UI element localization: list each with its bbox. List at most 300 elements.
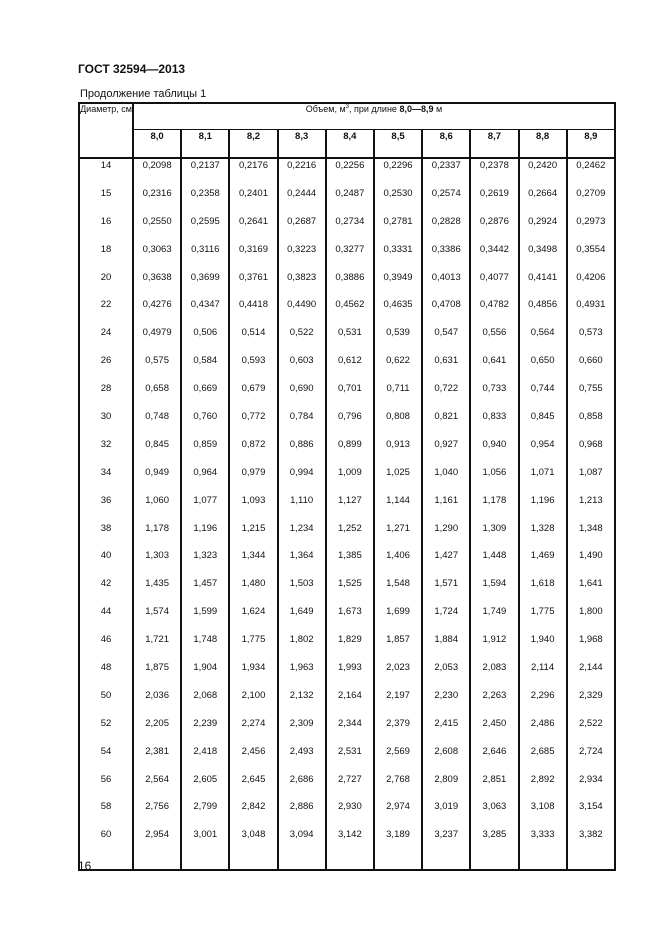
length-header-cell: 8,1 xyxy=(181,130,229,159)
volume-cell: 0,4276 xyxy=(133,298,181,326)
volume-cell: 1,087 xyxy=(567,466,615,494)
volume-cell: 0,2256 xyxy=(326,158,374,187)
volume-cell: 1,963 xyxy=(278,661,326,689)
volume-cell: 1,213 xyxy=(567,494,615,522)
volume-cell: 1,503 xyxy=(278,577,326,605)
volume-cell: 2,886 xyxy=(278,800,326,828)
volume-cell: 0,979 xyxy=(229,466,277,494)
volume-cell: 1,993 xyxy=(326,661,374,689)
volume-cell: 1,056 xyxy=(470,466,518,494)
diameter-cell: 38 xyxy=(79,522,133,550)
volume-cell: 2,309 xyxy=(278,717,326,745)
volume-cell: 0,3169 xyxy=(229,243,277,271)
volume-cell: 0,4347 xyxy=(181,298,229,326)
table-row xyxy=(79,354,615,382)
volume-cell: 1,435 xyxy=(133,577,181,605)
table-row xyxy=(79,828,615,856)
volume-table xyxy=(78,102,616,871)
volume-cell: 2,114 xyxy=(519,661,567,689)
volume-cell: 1,144 xyxy=(374,494,422,522)
volume-cell: 2,415 xyxy=(422,717,470,745)
volume-cell: 2,727 xyxy=(326,773,374,801)
volume-cell: 2,132 xyxy=(278,689,326,717)
volume-cell: 3,382 xyxy=(567,828,615,856)
volume-cell: 1,829 xyxy=(326,633,374,661)
volume-cell: 3,108 xyxy=(519,800,567,828)
volume-cell: 2,023 xyxy=(374,661,422,689)
diameter-cell: 44 xyxy=(79,605,133,633)
diameter-header: Диаметр, см xyxy=(79,103,133,130)
volume-cell: 1,857 xyxy=(374,633,422,661)
diameter-cell: 34 xyxy=(79,466,133,494)
volume-cell: 0,2595 xyxy=(181,215,229,243)
table-row xyxy=(79,466,615,494)
diameter-cell: 16 xyxy=(79,215,133,243)
table-body xyxy=(79,158,615,870)
volume-cell: 0,4856 xyxy=(519,298,567,326)
volume-cell: 0,2358 xyxy=(181,187,229,215)
volume-cell: 1,721 xyxy=(133,633,181,661)
volume-cell: 3,333 xyxy=(519,828,567,856)
volume-cell: 0,964 xyxy=(181,466,229,494)
volume-cell: 1,802 xyxy=(278,633,326,661)
volume-cell: 0,2098 xyxy=(133,158,181,187)
length-header-cell: 8,5 xyxy=(374,130,422,159)
table-row xyxy=(79,689,615,717)
volume-cell: 1,649 xyxy=(278,605,326,633)
table-row xyxy=(79,773,615,801)
spacer-cell xyxy=(422,856,470,870)
volume-cell: 0,949 xyxy=(133,466,181,494)
volume-cell: 0,658 xyxy=(133,382,181,410)
volume-cell: 2,531 xyxy=(326,745,374,773)
volume-cell: 1,009 xyxy=(326,466,374,494)
volume-cell: 0,760 xyxy=(181,410,229,438)
diameter-cell: 60 xyxy=(79,828,133,856)
volume-cell: 0,968 xyxy=(567,438,615,466)
volume-cell: 2,296 xyxy=(519,689,567,717)
volume-cell: 0,4708 xyxy=(422,298,470,326)
volume-cell: 0,784 xyxy=(278,410,326,438)
table-row xyxy=(79,215,615,243)
length-header-row xyxy=(79,130,615,159)
volume-cell: 0,748 xyxy=(133,410,181,438)
volume-cell: 0,755 xyxy=(567,382,615,410)
volume-cell: 1,673 xyxy=(326,605,374,633)
volume-cell: 0,4490 xyxy=(278,298,326,326)
table-row xyxy=(79,158,615,187)
volume-cell: 2,892 xyxy=(519,773,567,801)
volume-cell: 2,768 xyxy=(374,773,422,801)
volume-cell: 0,593 xyxy=(229,354,277,382)
volume-cell: 0,3442 xyxy=(470,243,518,271)
volume-cell: 2,605 xyxy=(181,773,229,801)
volume-cell: 0,886 xyxy=(278,438,326,466)
volume-cell: 2,569 xyxy=(374,745,422,773)
spacer-cell xyxy=(229,856,277,870)
volume-cell: 0,2137 xyxy=(181,158,229,187)
volume-cell: 0,2973 xyxy=(567,215,615,243)
spacer-cell xyxy=(374,856,422,870)
page-number: 16 xyxy=(78,859,92,873)
volume-cell: 0,2444 xyxy=(278,187,326,215)
volume-cell: 2,164 xyxy=(326,689,374,717)
volume-cell: 0,858 xyxy=(567,410,615,438)
volume-cell: 1,480 xyxy=(229,577,277,605)
volume-cell: 0,772 xyxy=(229,410,277,438)
spacer-cell xyxy=(326,856,374,870)
volume-cell: 2,685 xyxy=(519,745,567,773)
volume-cell: 0,575 xyxy=(133,354,181,382)
volume-cell: 0,539 xyxy=(374,326,422,354)
length-header-cell: 8,4 xyxy=(326,130,374,159)
volume-cell: 0,2828 xyxy=(422,215,470,243)
volume-cell: 0,4979 xyxy=(133,326,181,354)
length-header-cell: 8,6 xyxy=(422,130,470,159)
volume-cell: 0,2420 xyxy=(519,158,567,187)
volume-cell: 1,490 xyxy=(567,549,615,577)
volume-cell: 2,230 xyxy=(422,689,470,717)
volume-cell: 1,448 xyxy=(470,549,518,577)
volume-cell: 0,2574 xyxy=(422,187,470,215)
volume-cell: 2,809 xyxy=(422,773,470,801)
volume-cell: 3,001 xyxy=(181,828,229,856)
length-header-cell: 8,7 xyxy=(470,130,518,159)
length-header-cell: 8,3 xyxy=(278,130,326,159)
volume-cell: 0,3331 xyxy=(374,243,422,271)
volume-cell: 0,641 xyxy=(470,354,518,382)
volume-cell: 2,456 xyxy=(229,745,277,773)
volume-cell: 0,4206 xyxy=(567,271,615,299)
volume-cell: 2,930 xyxy=(326,800,374,828)
volume-cell: 2,418 xyxy=(181,745,229,773)
diameter-cell: 26 xyxy=(79,354,133,382)
volume-cell: 0,2176 xyxy=(229,158,277,187)
volume-header-mid: , при длине xyxy=(349,104,400,114)
volume-cell: 1,309 xyxy=(470,522,518,550)
table-row xyxy=(79,494,615,522)
volume-cell: 0,701 xyxy=(326,382,374,410)
volume-cell: 2,239 xyxy=(181,717,229,745)
volume-cell: 0,2462 xyxy=(567,158,615,187)
diameter-cell: 20 xyxy=(79,271,133,299)
volume-cell: 0,4418 xyxy=(229,298,277,326)
volume-cell: 1,904 xyxy=(181,661,229,689)
volume-cell: 2,274 xyxy=(229,717,277,745)
volume-cell: 1,457 xyxy=(181,577,229,605)
volume-cell: 0,2487 xyxy=(326,187,374,215)
volume-cell: 1,178 xyxy=(133,522,181,550)
volume-cell: 1,525 xyxy=(326,577,374,605)
volume-cell: 0,2378 xyxy=(470,158,518,187)
volume-cell: 2,329 xyxy=(567,689,615,717)
volume-cell: 2,646 xyxy=(470,745,518,773)
volume-cell: 0,845 xyxy=(133,438,181,466)
volume-cell: 0,4562 xyxy=(326,298,374,326)
volume-cell: 0,3761 xyxy=(229,271,277,299)
table-row xyxy=(79,298,615,326)
volume-cell: 2,842 xyxy=(229,800,277,828)
volume-cell: 3,154 xyxy=(567,800,615,828)
length-header-cell: 8,2 xyxy=(229,130,277,159)
volume-cell: 2,724 xyxy=(567,745,615,773)
table-row xyxy=(79,633,615,661)
volume-cell: 0,4077 xyxy=(470,271,518,299)
volume-cell: 2,068 xyxy=(181,689,229,717)
volume-cell: 0,564 xyxy=(519,326,567,354)
table-row xyxy=(79,326,615,354)
volume-cell: 0,2550 xyxy=(133,215,181,243)
spacer-cell xyxy=(519,856,567,870)
volume-cell: 0,927 xyxy=(422,438,470,466)
header-row xyxy=(79,103,615,130)
volume-cell: 0,711 xyxy=(374,382,422,410)
volume-cell: 0,3823 xyxy=(278,271,326,299)
volume-cell: 0,2337 xyxy=(422,158,470,187)
length-header-cell: 8,0 xyxy=(133,130,181,159)
volume-cell: 1,196 xyxy=(181,522,229,550)
volume-cell: 1,548 xyxy=(374,577,422,605)
volume-cell: 2,144 xyxy=(567,661,615,689)
spacer-cell xyxy=(567,856,615,870)
volume-cell: 0,584 xyxy=(181,354,229,382)
volume-cell: 1,110 xyxy=(278,494,326,522)
diameter-cell: 40 xyxy=(79,549,133,577)
table-row xyxy=(79,410,615,438)
volume-cell: 0,2709 xyxy=(567,187,615,215)
volume-cell: 1,748 xyxy=(181,633,229,661)
volume-cell: 1,749 xyxy=(470,605,518,633)
volume-cell: 1,344 xyxy=(229,549,277,577)
spacer-cell xyxy=(133,856,181,870)
volume-cell: 0,4013 xyxy=(422,271,470,299)
volume-cell: 1,574 xyxy=(133,605,181,633)
volume-cell: 0,679 xyxy=(229,382,277,410)
volume-cell: 2,645 xyxy=(229,773,277,801)
table-row xyxy=(79,745,615,773)
diameter-cell: 58 xyxy=(79,800,133,828)
volume-cell: 1,775 xyxy=(519,605,567,633)
volume-cell: 1,385 xyxy=(326,549,374,577)
volume-cell: 0,612 xyxy=(326,354,374,382)
diameter-cell: 56 xyxy=(79,773,133,801)
table-bottom-spacer xyxy=(79,856,615,870)
volume-cell: 3,063 xyxy=(470,800,518,828)
volume-cell: 1,093 xyxy=(229,494,277,522)
volume-cell: 1,077 xyxy=(181,494,229,522)
volume-cell: 0,722 xyxy=(422,382,470,410)
volume-cell: 1,912 xyxy=(470,633,518,661)
diameter-cell: 15 xyxy=(79,187,133,215)
volume-cell: 1,071 xyxy=(519,466,567,494)
volume-cell: 1,178 xyxy=(470,494,518,522)
table-row xyxy=(79,522,615,550)
diameter-header-blank xyxy=(79,130,133,159)
volume-cell: 1,599 xyxy=(181,605,229,633)
diameter-cell: 52 xyxy=(79,717,133,745)
volume-cell: 0,899 xyxy=(326,438,374,466)
volume-cell: 0,2924 xyxy=(519,215,567,243)
volume-cell: 0,547 xyxy=(422,326,470,354)
volume-cell: 2,954 xyxy=(133,828,181,856)
volume-cell: 1,724 xyxy=(422,605,470,633)
volume-cell: 0,2664 xyxy=(519,187,567,215)
volume-cell: 0,622 xyxy=(374,354,422,382)
volume-cell: 0,522 xyxy=(278,326,326,354)
volume-cell: 1,215 xyxy=(229,522,277,550)
volume-cell: 1,594 xyxy=(470,577,518,605)
volume-cell: 3,285 xyxy=(470,828,518,856)
diameter-cell: 30 xyxy=(79,410,133,438)
volume-cell: 3,189 xyxy=(374,828,422,856)
volume-header-range: 8,0—8,9 xyxy=(399,104,434,114)
volume-cell: 2,686 xyxy=(278,773,326,801)
volume-cell: 0,2734 xyxy=(326,215,374,243)
volume-cell: 0,3223 xyxy=(278,243,326,271)
diameter-cell: 22 xyxy=(79,298,133,326)
volume-cell: 3,142 xyxy=(326,828,374,856)
volume-cell: 2,974 xyxy=(374,800,422,828)
volume-cell: 1,252 xyxy=(326,522,374,550)
volume-cell: 2,344 xyxy=(326,717,374,745)
volume-cell: 0,660 xyxy=(567,354,615,382)
table-row xyxy=(79,800,615,828)
volume-cell: 0,2687 xyxy=(278,215,326,243)
volume-cell: 0,954 xyxy=(519,438,567,466)
volume-cell: 0,808 xyxy=(374,410,422,438)
volume-cell: 1,060 xyxy=(133,494,181,522)
volume-cell: 1,884 xyxy=(422,633,470,661)
table-row xyxy=(79,243,615,271)
volume-cell: 0,3116 xyxy=(181,243,229,271)
volume-cell: 1,161 xyxy=(422,494,470,522)
table-row xyxy=(79,661,615,689)
volume-cell: 0,573 xyxy=(567,326,615,354)
diameter-cell: 50 xyxy=(79,689,133,717)
volume-cell: 0,940 xyxy=(470,438,518,466)
volume-header-sup: 3 xyxy=(345,104,350,110)
volume-cell: 0,506 xyxy=(181,326,229,354)
volume-cell: 1,271 xyxy=(374,522,422,550)
volume-cell: 1,968 xyxy=(567,633,615,661)
volume-cell: 0,3063 xyxy=(133,243,181,271)
diameter-cell: 14 xyxy=(79,158,133,187)
volume-cell: 3,048 xyxy=(229,828,277,856)
volume-cell: 1,875 xyxy=(133,661,181,689)
volume-cell: 0,744 xyxy=(519,382,567,410)
volume-cell: 0,4931 xyxy=(567,298,615,326)
volume-cell: 1,775 xyxy=(229,633,277,661)
volume-cell: 1,025 xyxy=(374,466,422,494)
table-row xyxy=(79,717,615,745)
volume-cell: 0,650 xyxy=(519,354,567,382)
volume-cell: 1,364 xyxy=(278,549,326,577)
table-row xyxy=(79,549,615,577)
volume-cell: 1,427 xyxy=(422,549,470,577)
volume-cell: 2,522 xyxy=(567,717,615,745)
volume-cell: 1,800 xyxy=(567,605,615,633)
volume-cell: 0,845 xyxy=(519,410,567,438)
volume-cell: 0,2316 xyxy=(133,187,181,215)
volume-cell: 0,4141 xyxy=(519,271,567,299)
volume-cell: 0,3886 xyxy=(326,271,374,299)
volume-cell: 2,934 xyxy=(567,773,615,801)
table-row xyxy=(79,577,615,605)
volume-cell: 1,641 xyxy=(567,577,615,605)
volume-cell: 1,290 xyxy=(422,522,470,550)
volume-cell: 0,514 xyxy=(229,326,277,354)
volume-cell: 1,196 xyxy=(519,494,567,522)
volume-cell: 0,556 xyxy=(470,326,518,354)
volume-cell: 0,3638 xyxy=(133,271,181,299)
volume-cell: 0,821 xyxy=(422,410,470,438)
volume-cell: 1,328 xyxy=(519,522,567,550)
volume-cell: 0,531 xyxy=(326,326,374,354)
diameter-cell: 36 xyxy=(79,494,133,522)
spacer-cell xyxy=(181,856,229,870)
volume-header-text: Объем, м xyxy=(305,104,346,114)
volume-cell: 2,564 xyxy=(133,773,181,801)
diameter-cell: 18 xyxy=(79,243,133,271)
length-header-cell: 8,9 xyxy=(567,130,615,159)
volume-cell: 2,379 xyxy=(374,717,422,745)
volume-cell: 0,733 xyxy=(470,382,518,410)
diameter-cell: 46 xyxy=(79,633,133,661)
volume-cell: 2,851 xyxy=(470,773,518,801)
volume-cell: 3,019 xyxy=(422,800,470,828)
diameter-cell: 54 xyxy=(79,745,133,773)
table-row xyxy=(79,605,615,633)
volume-cell: 1,699 xyxy=(374,605,422,633)
volume-cell: 3,094 xyxy=(278,828,326,856)
volume-cell: 0,833 xyxy=(470,410,518,438)
diameter-cell: 28 xyxy=(79,382,133,410)
volume-cell: 0,2530 xyxy=(374,187,422,215)
volume-cell: 0,859 xyxy=(181,438,229,466)
volume-cell: 1,234 xyxy=(278,522,326,550)
volume-cell: 0,872 xyxy=(229,438,277,466)
volume-cell: 0,2401 xyxy=(229,187,277,215)
volume-cell: 2,083 xyxy=(470,661,518,689)
volume-cell: 1,618 xyxy=(519,577,567,605)
volume-cell: 2,799 xyxy=(181,800,229,828)
volume-cell: 0,796 xyxy=(326,410,374,438)
volume-cell: 1,940 xyxy=(519,633,567,661)
volume-cell: 1,934 xyxy=(229,661,277,689)
volume-cell: 1,348 xyxy=(567,522,615,550)
diameter-cell: 48 xyxy=(79,661,133,689)
volume-cell: 0,3386 xyxy=(422,243,470,271)
volume-cell: 2,608 xyxy=(422,745,470,773)
volume-cell: 2,205 xyxy=(133,717,181,745)
volume-cell: 0,603 xyxy=(278,354,326,382)
volume-cell: 0,2619 xyxy=(470,187,518,215)
volume-cell: 0,994 xyxy=(278,466,326,494)
document-title: ГОСТ 32594—2013 xyxy=(78,62,186,76)
volume-cell: 2,450 xyxy=(470,717,518,745)
volume-cell: 2,381 xyxy=(133,745,181,773)
volume-cell: 0,690 xyxy=(278,382,326,410)
diameter-cell: 32 xyxy=(79,438,133,466)
volume-cell: 0,3949 xyxy=(374,271,422,299)
volume-cell: 1,127 xyxy=(326,494,374,522)
spacer-cell xyxy=(470,856,518,870)
volume-cell: 0,631 xyxy=(422,354,470,382)
volume-cell: 2,756 xyxy=(133,800,181,828)
volume-cell: 0,2876 xyxy=(470,215,518,243)
volume-cell: 0,2781 xyxy=(374,215,422,243)
volume-cell: 2,263 xyxy=(470,689,518,717)
